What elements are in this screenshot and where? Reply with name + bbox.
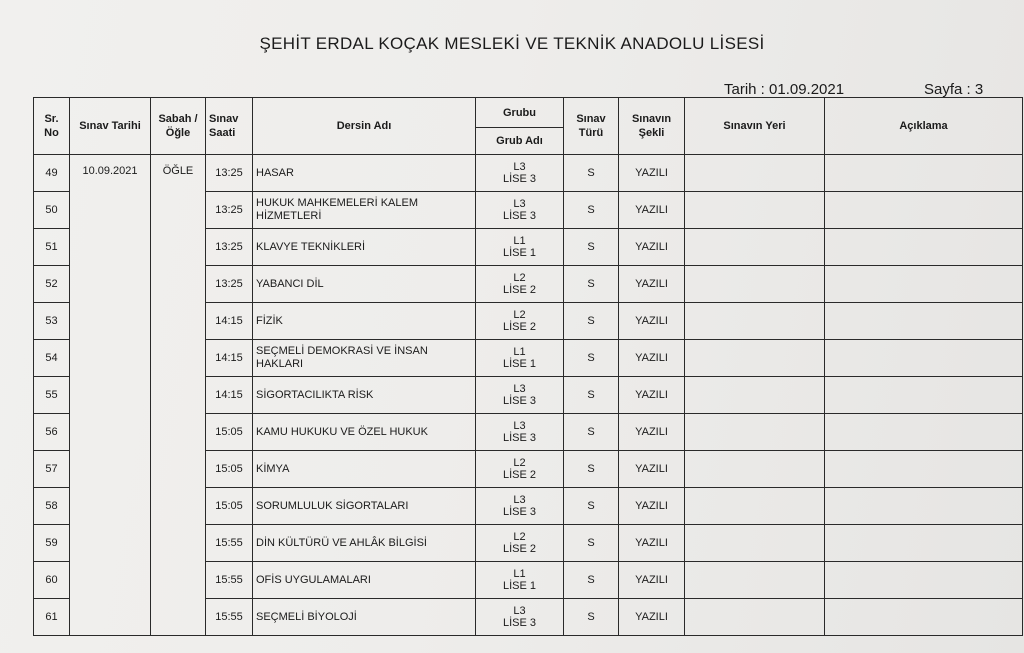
session-cell: ÖĞLE xyxy=(151,155,206,636)
group-name: LİSE 1 xyxy=(502,247,537,259)
course-name-cell: SİGORTACILIKTA RİSK xyxy=(253,377,476,414)
note-cell xyxy=(825,451,1023,488)
sr-no-cell: 57 xyxy=(34,451,70,488)
sr-no-cell: 60 xyxy=(34,562,70,599)
group-cell xyxy=(476,229,564,266)
exam-place-cell xyxy=(685,229,825,266)
group-code: L3 xyxy=(513,198,526,210)
school-title: ŞEHİT ERDAL KOÇAK MESLEKİ VE TEKNİK ANADOLU LİSESİ xyxy=(259,34,765,53)
group-code: L1 xyxy=(513,568,526,580)
col-group-name: Grub Adı xyxy=(476,128,564,155)
exam-type-cell: S xyxy=(564,599,619,636)
course-name-cell: SEÇMELİ BİYOLOJİ xyxy=(253,599,476,636)
group-code: L2 xyxy=(513,272,526,284)
col-exam-place: Sınavın Yeri xyxy=(685,98,825,155)
note-cell xyxy=(825,340,1023,377)
group-cell xyxy=(476,377,564,414)
page-number: Sayfa : 3 xyxy=(924,81,984,98)
exam-place-cell xyxy=(685,488,825,525)
exam-time-cell: 13:25 xyxy=(206,155,253,192)
sr-no-cell: 54 xyxy=(34,340,70,377)
note-cell xyxy=(825,599,1023,636)
group-name: LİSE 3 xyxy=(502,395,537,407)
exam-type-cell: S xyxy=(564,303,619,340)
group-code: L2 xyxy=(513,309,526,321)
exam-type-cell: S xyxy=(564,562,619,599)
exam-time-cell: 14:15 xyxy=(206,340,253,377)
group-cell xyxy=(476,340,564,377)
group-name: LİSE 3 xyxy=(502,617,537,629)
sr-no-cell: 59 xyxy=(34,525,70,562)
group-code: L1 xyxy=(513,346,526,358)
group-name: LİSE 2 xyxy=(502,321,537,333)
exam-time-cell: 13:25 xyxy=(206,229,253,266)
note-cell xyxy=(825,192,1023,229)
group-code: L1 xyxy=(513,235,526,247)
exam-type-cell: S xyxy=(564,525,619,562)
group-name: LİSE 2 xyxy=(502,284,537,296)
note-cell xyxy=(825,229,1023,266)
course-name-cell: DİN KÜLTÜRÜ VE AHLÂK BİLGİSİ xyxy=(253,525,476,562)
exam-place-cell xyxy=(685,451,825,488)
header-row xyxy=(34,98,1023,128)
exam-form-cell: YAZILI xyxy=(619,414,685,451)
group-name: LİSE 3 xyxy=(502,173,537,185)
group-code: L3 xyxy=(513,383,526,395)
note-cell xyxy=(825,303,1023,340)
group-name: LİSE 1 xyxy=(502,580,537,592)
exam-form-cell: YAZILI xyxy=(619,599,685,636)
col-exam-date: Sınav Tarihi xyxy=(70,98,151,155)
col-group: Grubu xyxy=(476,98,564,128)
group-code: L2 xyxy=(513,457,526,469)
course-name-cell: SORUMLULUK SİGORTALARI xyxy=(253,488,476,525)
exam-place-cell xyxy=(685,192,825,229)
exam-time-cell: 15:55 xyxy=(206,562,253,599)
group-cell xyxy=(476,562,564,599)
group-cell xyxy=(476,303,564,340)
note-cell xyxy=(825,266,1023,303)
course-name-cell: OFİS UYGULAMALARI xyxy=(253,562,476,599)
exam-form-cell: YAZILI xyxy=(619,451,685,488)
group-cell xyxy=(476,488,564,525)
group-name: LİSE 3 xyxy=(502,210,537,222)
group-cell xyxy=(476,266,564,303)
exam-place-cell xyxy=(685,562,825,599)
group-name: LİSE 3 xyxy=(502,506,537,518)
course-name-cell: KLAVYE TEKNİKLERİ xyxy=(253,229,476,266)
sr-no-cell: 55 xyxy=(34,377,70,414)
exam-place-cell xyxy=(685,414,825,451)
exam-place-cell xyxy=(685,525,825,562)
group-name: LİSE 1 xyxy=(502,358,537,370)
note-cell xyxy=(825,562,1023,599)
exam-place-cell xyxy=(685,303,825,340)
course-name-cell: KİMYA xyxy=(253,451,476,488)
sr-no-cell: 56 xyxy=(34,414,70,451)
exam-time-cell: 14:15 xyxy=(206,303,253,340)
exam-time-cell: 14:15 xyxy=(206,377,253,414)
note-cell xyxy=(825,414,1023,451)
group-code: L2 xyxy=(513,531,526,543)
course-name-cell: KAMU HUKUKU VE ÖZEL HUKUK xyxy=(253,414,476,451)
sr-no-cell: 61 xyxy=(34,599,70,636)
group-cell xyxy=(476,155,564,192)
exam-time-cell: 15:05 xyxy=(206,451,253,488)
group-cell xyxy=(476,451,564,488)
group-code: L3 xyxy=(513,494,526,506)
exam-time-cell: 13:25 xyxy=(206,266,253,303)
exam-form-cell: YAZILI xyxy=(619,340,685,377)
exam-form-cell: YAZILI xyxy=(619,488,685,525)
exam-time-cell: 15:05 xyxy=(206,414,253,451)
exam-place-cell xyxy=(685,377,825,414)
course-name-cell: HASAR xyxy=(253,155,476,192)
group-cell xyxy=(476,192,564,229)
exam-place-cell xyxy=(685,266,825,303)
exam-date-cell: 10.09.2021 xyxy=(70,155,151,636)
sr-no-cell: 49 xyxy=(34,155,70,192)
exam-type-cell: S xyxy=(564,340,619,377)
exam-type-cell: S xyxy=(564,266,619,303)
exam-place-cell xyxy=(685,155,825,192)
exam-time-cell: 13:25 xyxy=(206,192,253,229)
sr-no-cell: 52 xyxy=(34,266,70,303)
note-cell xyxy=(825,155,1023,192)
exam-type-cell: S xyxy=(564,192,619,229)
col-note: Açıklama xyxy=(825,98,1023,155)
table-row xyxy=(34,155,1023,192)
exam-type-cell: S xyxy=(564,488,619,525)
exam-type-cell: S xyxy=(564,229,619,266)
group-cell xyxy=(476,599,564,636)
note-cell xyxy=(825,525,1023,562)
col-session: Sabah / Öğle xyxy=(151,98,206,155)
col-exam-form: Sınavın Şekli xyxy=(619,98,685,155)
group-code: L3 xyxy=(513,605,526,617)
group-cell xyxy=(476,414,564,451)
group-code: L3 xyxy=(513,420,526,432)
exam-type-cell: S xyxy=(564,155,619,192)
sr-no-cell: 53 xyxy=(34,303,70,340)
exam-form-cell: YAZILI xyxy=(619,155,685,192)
exam-form-cell: YAZILI xyxy=(619,303,685,340)
group-code: L3 xyxy=(513,161,526,173)
exam-type-cell: S xyxy=(564,377,619,414)
group-name: LİSE 3 xyxy=(502,432,537,444)
exam-place-cell xyxy=(685,340,825,377)
exam-form-cell: YAZILI xyxy=(619,562,685,599)
exam-form-cell: YAZILI xyxy=(619,192,685,229)
exam-form-cell: YAZILI xyxy=(619,525,685,562)
group-name: LİSE 2 xyxy=(502,543,537,555)
document-date: Tarih : 01.09.2021 xyxy=(724,81,845,98)
exam-time-cell: 15:05 xyxy=(206,488,253,525)
course-name-cell: SEÇMELİ DEMOKRASİ VE İNSAN HAKLARI xyxy=(253,340,476,377)
exam-type-cell: S xyxy=(564,451,619,488)
sr-no-cell: 50 xyxy=(34,192,70,229)
course-name-cell: FİZİK xyxy=(253,303,476,340)
exam-form-cell: YAZILI xyxy=(619,377,685,414)
exam-type-cell: S xyxy=(564,414,619,451)
exam-time-cell: 15:55 xyxy=(206,525,253,562)
exam-form-cell: YAZILI xyxy=(619,266,685,303)
course-name-cell: YABANCI DİL xyxy=(253,266,476,303)
note-cell xyxy=(825,377,1023,414)
exam-place-cell xyxy=(685,599,825,636)
sr-no-cell: 51 xyxy=(34,229,70,266)
note-cell xyxy=(825,488,1023,525)
group-name: LİSE 2 xyxy=(502,469,537,481)
col-course: Dersin Adı xyxy=(253,98,476,155)
col-exam-type: Sınav Türü xyxy=(564,98,619,155)
col-sr-no: Sr. No xyxy=(34,98,70,155)
course-name-cell: HUKUK MAHKEMELERİ KALEM HİZMETLERİ xyxy=(253,192,476,229)
exam-form-cell: YAZILI xyxy=(619,229,685,266)
group-cell xyxy=(476,525,564,562)
col-exam-time: Sınav Saati xyxy=(206,98,253,155)
sr-no-cell: 58 xyxy=(34,488,70,525)
exam-time-cell: 15:55 xyxy=(206,599,253,636)
exam-schedule-table xyxy=(33,97,1023,636)
